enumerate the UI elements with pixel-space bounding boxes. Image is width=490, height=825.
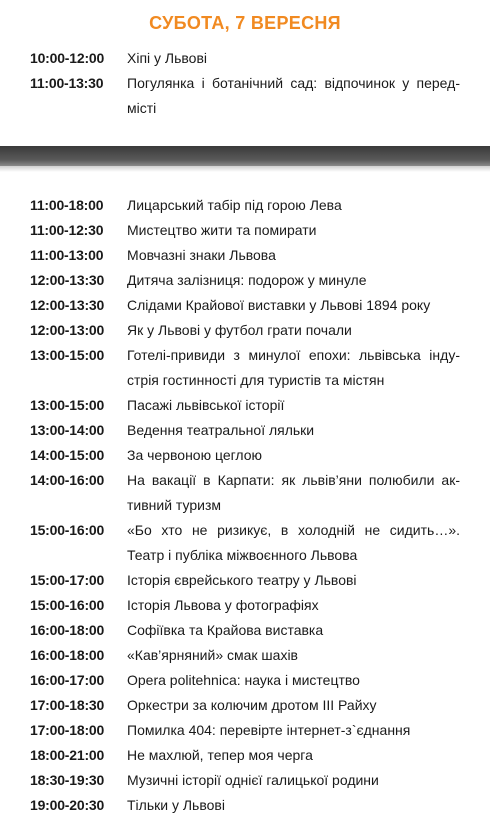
schedule-row — [0, 218, 490, 243]
event-title: «Кав’ярняний» смак шахів — [127, 647, 298, 663]
event-time: 14:00-16:00 — [30, 472, 105, 488]
schedule-row — [0, 793, 490, 818]
event-title: Оркестри за колючим дротом ІІІ Райху — [127, 697, 377, 713]
event-time: 13:00-15:00 — [30, 347, 105, 363]
event-title: За червоною цеглою — [127, 447, 263, 463]
day-title: СУБОТА, 7 ВЕРЕСНЯ — [149, 13, 341, 33]
event-title: Помилка 404: перевірте інтернет-з`єднання — [127, 722, 411, 738]
schedule-row — [0, 693, 490, 718]
schedule-row — [0, 293, 490, 318]
schedule-row — [0, 768, 490, 793]
event-title: Історія Львова у фотографіях — [127, 597, 319, 613]
event-title: Лицарський табір під горою Лева — [127, 197, 342, 213]
schedule-row — [0, 618, 490, 643]
event-title: Готелі-привиди з минулої епохи: львівська індустрія гостинності для туристів та містян — [127, 347, 460, 388]
schedule-row — [0, 518, 490, 568]
event-time: 11:00-13:30 — [30, 75, 104, 91]
schedule-row — [0, 443, 490, 468]
event-title: Пасажі львівської історії — [127, 397, 285, 413]
schedule-row — [0, 568, 490, 593]
event-title: Як у Львові у футбол грати почали — [127, 322, 352, 338]
event-time: 18:00-21:00 — [30, 747, 105, 763]
event-time: 11:00-18:00 — [30, 197, 104, 213]
schedule-row — [0, 668, 490, 693]
event-title: Погулянка і ботанічний сад: відпочинок у перед-місті — [127, 75, 460, 116]
event-title: «Бо хто не ризикує, в холодній не сидить…». Театр і публіка міжвоєнного Львова — [127, 522, 460, 563]
event-title: Софіївка та Крайова виставка — [127, 622, 324, 638]
event-title: Дитяча залізниця: подорож у минуле — [127, 272, 367, 288]
event-time: 15:00-16:00 — [30, 597, 105, 613]
event-time: 15:00-17:00 — [30, 572, 105, 588]
event-time: 17:00-18:00 — [30, 722, 105, 738]
event-time: 19:00-20:30 — [30, 797, 105, 813]
schedule-row — [0, 343, 490, 393]
event-time: 14:00-15:00 — [30, 447, 105, 463]
section-divider-shadow — [0, 166, 490, 172]
schedule-row — [0, 268, 490, 293]
event-time: 12:00-13:30 — [30, 297, 105, 313]
event-title: Музичні історії однієї галицької родини — [127, 772, 379, 788]
event-title: Слідами Крайової виставки у Львові 1894 року — [127, 297, 431, 313]
schedule-row — [0, 393, 490, 418]
event-time: 13:00-15:00 — [30, 397, 105, 413]
event-time: 11:00-12:30 — [30, 222, 104, 238]
event-time: 12:00-13:30 — [30, 272, 105, 288]
event-title: Тільки у Львові — [127, 797, 225, 813]
event-title: Мистецтво жити та помирати — [127, 222, 317, 238]
event-time: 13:00-14:00 — [30, 422, 105, 438]
event-title: Історія єврейського театру у Львові — [127, 572, 357, 588]
schedule-row — [0, 46, 490, 71]
event-title: Мовчазні знаки Львова — [127, 247, 276, 263]
event-time: 10:00-12:00 — [30, 50, 105, 66]
schedule-row — [0, 418, 490, 443]
schedule-row — [0, 193, 490, 218]
event-time: 18:30-19:30 — [30, 772, 105, 788]
event-time: 17:00-18:30 — [30, 697, 105, 713]
event-time: 16:00-18:00 — [30, 622, 105, 638]
event-title: Хіпі у Львові — [127, 50, 208, 66]
schedule-row — [0, 593, 490, 618]
schedule-row — [0, 243, 490, 268]
event-title: Ведення театральної ляльки — [127, 422, 315, 438]
event-title: Opera politehnica: наука і мистецтво — [127, 672, 360, 688]
schedule-row — [0, 468, 490, 518]
event-time: 16:00-18:00 — [30, 647, 105, 663]
schedule-row — [0, 718, 490, 743]
event-title: На вакації в Карпати: як львів’яни полюбили активний туризм — [127, 472, 460, 513]
schedule-row — [0, 643, 490, 668]
event-time: 12:00-13:00 — [30, 322, 105, 338]
event-time: 11:00-13:00 — [30, 247, 104, 263]
schedule-row — [0, 318, 490, 343]
section-divider-band — [0, 146, 490, 166]
schedule-row — [0, 743, 490, 768]
event-title: Не махлюй, тепер моя черга — [127, 747, 313, 763]
schedule-row — [0, 71, 490, 121]
event-time: 16:00-17:00 — [30, 672, 105, 688]
event-time: 15:00-16:00 — [30, 522, 105, 538]
